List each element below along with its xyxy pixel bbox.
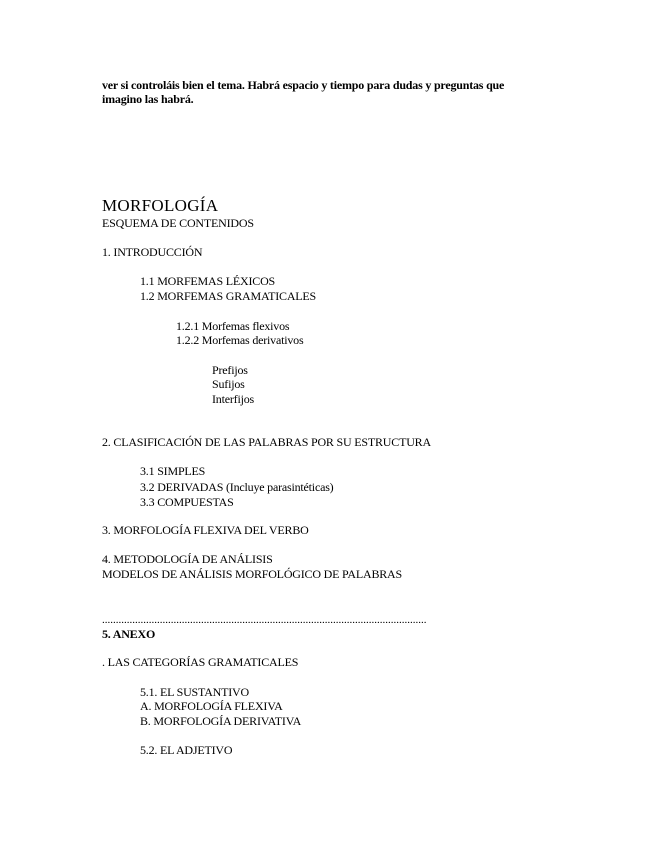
section-5-heading: 5. ANEXO xyxy=(102,627,156,641)
section-1-leaf-3: Interfijos xyxy=(212,392,254,406)
section-1-item-2: 1.2 MORFEMAS GRAMATICALES xyxy=(140,289,317,303)
section-1-sub-2: 1.2.2 Morfemas derivativos xyxy=(176,333,304,347)
intro-line-2: imagino las habrá. xyxy=(102,92,194,106)
section-5-item-1: 5.1. EL SUSTANTIVO xyxy=(140,685,249,699)
section-2-item-2: 3.2 DERIVADAS (Incluye parasintéticas) xyxy=(140,480,334,494)
section-1-leaf-2: Sufijos xyxy=(212,377,245,391)
section-4-heading: 4. METODOLOGÍA DE ANÁLISIS xyxy=(102,552,273,566)
section-3-heading: 3. MORFOLOGÍA FLEXIVA DEL VERBO xyxy=(102,523,309,537)
section-1-heading: 1. INTRODUCCIÓN xyxy=(102,245,203,259)
section-5-item-b: B. MORFOLOGÍA DERIVATIVA xyxy=(140,714,302,728)
section-5-categories: . LAS CATEGORÍAS GRAMATICALES xyxy=(102,655,299,669)
intro-line-1: ver si controláis bien el tema. Habrá espacio y tiempo para dudas y preguntas que xyxy=(102,78,505,92)
section-2-item-3: 3.3 COMPUESTAS xyxy=(140,495,234,509)
section-1-item-1: 1.1 MORFEMAS LÉXICOS xyxy=(140,274,276,288)
page-title: MORFOLOGÍA xyxy=(102,196,219,215)
section-2-item-1: 3.1 SIMPLES xyxy=(140,464,206,478)
section-4-line-2: MODELOS DE ANÁLISIS MORFOLÓGICO DE PALABRAS xyxy=(102,567,402,581)
section-5-item-2: 5.2. EL ADJETIVO xyxy=(140,743,233,757)
page-subtitle: ESQUEMA DE CONTENIDOS xyxy=(102,216,254,230)
section-1-sub-1: 1.2.1 Morfemas flexivos xyxy=(176,319,290,333)
section-5-item-a: A. MORFOLOGÍA FLEXIVA xyxy=(140,699,283,713)
section-1-leaf-1: Prefijos xyxy=(212,363,248,377)
dotted-separator: ...................................................................................................................... xyxy=(102,614,427,626)
section-2-heading: 2. CLASIFICACIÓN DE LAS PALABRAS POR SU ESTRUCTURA xyxy=(102,435,431,449)
